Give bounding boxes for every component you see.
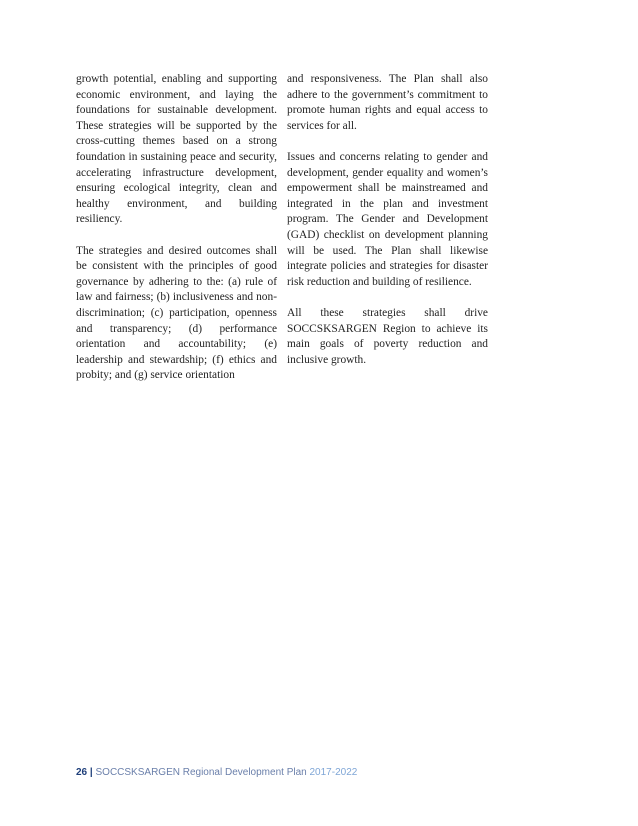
body-paragraph: and responsiveness. The Plan shall also adhere to the government’s commitment to promote human rights and equal access to services for all. [287,73,488,132]
footer-separator: | [89,767,93,778]
left-text-column [76,72,277,399]
body-paragraph: All these strategies shall drive SOCCSKSARGEN Region to achieve its main goals of poverty reduction and inclusive growth. [287,306,488,366]
page-footer [76,767,357,779]
footer-years: 2017-2022 [309,767,358,778]
footer-document-title: SOCCSKSARGEN Regional Development Plan [95,767,307,778]
body-paragraph: Issues and concerns relating to gender and development, gender equality and women’s empowerment shall be mainstreamed and integrated in the plan and investment program. The Gender and Development (GAD) checklist on development planning will be used. The Plan shall likewise integrate policies and strategies for disaster risk reduction and building of resilience. [287,150,488,288]
body-paragraph: growth potential, enabling and supporting economic environment, and laying the foundations for sustainable development. These strategies will be supported by the cross-cutting themes based on a strong foundation in sustaining peace and security, accelerating infrastructure development, ensuring ecological integrity, clean and healthy environment, and building resiliency. [76,73,277,226]
body-paragraph: The strategies and desired outcomes shall be consistent with the principles of good governance by adhering to the: (a) rule of law and fairness; (b) inclusiveness and non-discrimination; (c) participation, openness and transparency; (d) performance orientation and accountability; (e) leadership and stewardship; (f) ethics and probity; and (g) service orientation [76,244,277,382]
right-text-column [287,72,488,384]
page-number: 26 [76,767,88,778]
